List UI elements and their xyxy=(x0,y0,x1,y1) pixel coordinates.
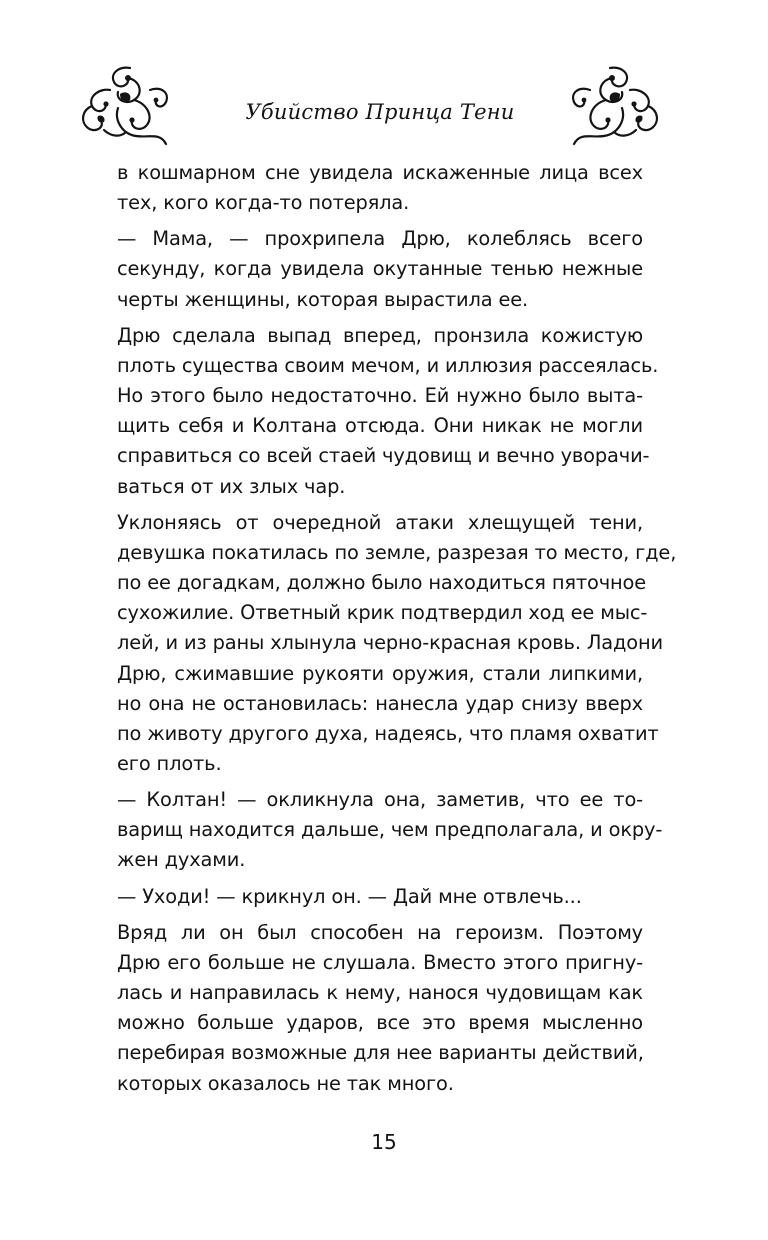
text-line: в кошмарном сне увидела искаженные лица всех xyxy=(117,161,643,184)
text-line: лей, и из раны хлынула черно-красная кровь. Ладони xyxy=(117,631,663,655)
text-line: Уклоняясь от очередной атаки хлещущей тени, xyxy=(117,510,643,534)
paragraph xyxy=(117,224,643,314)
text-line: щить себя и Колтана отсюда. Они никак не могли xyxy=(117,414,643,438)
flourish-ornament-icon xyxy=(560,60,670,150)
text-line: черты женщины, которая вырастила ее. xyxy=(117,287,529,311)
text-line: его плоть. xyxy=(117,751,222,775)
text-line: плоть существа своим мечом, и иллюзия рассеялась. xyxy=(117,353,659,377)
text-line: сухожилие. Ответный крик подтвердил ход ее мыс- xyxy=(117,601,648,625)
text-line: — Мама, — прохрипела Дрю, колеблясь всего xyxy=(117,227,643,251)
text-line: можно больше ударов, все это время мысленно xyxy=(117,1011,643,1035)
text-line: жен духами. xyxy=(117,848,246,872)
paragraph xyxy=(117,158,643,218)
text-line: по ее догадкам, должно было находиться пяточное xyxy=(117,571,647,595)
text-line: Дрю сделала выпад вперед, пронзила кожистую xyxy=(117,323,643,347)
paragraph xyxy=(117,882,643,912)
page-number: 15 xyxy=(371,1130,397,1154)
text-line: тех, кого когда-то потеряла. xyxy=(117,191,410,215)
text-line: Вряд ли он был способен на героизм. Поэтому xyxy=(117,920,643,944)
paragraph xyxy=(117,918,643,1099)
text-line: девушка покатилась по земле, разрезая то место, где, xyxy=(117,540,677,564)
paragraph xyxy=(117,508,677,779)
text-line: Дрю его больше не слушала. Вместо этого пригну- xyxy=(117,950,643,974)
running-title: Убийство Принца Тени xyxy=(245,100,515,124)
paragraph xyxy=(117,321,659,502)
text-line: справиться со всей стаей чудовищ и вечно уворачи- xyxy=(117,444,650,468)
text-line: секунду, когда увидела окутанные тенью нежные xyxy=(117,257,643,281)
text-line: лась и направилась к нему, нанося чудовищам как xyxy=(117,981,643,1005)
text-line: Дрю, сжимавшие рукояти оружия, стали липкими, xyxy=(117,661,643,685)
text-line: но она не остановилась: нанесла удар снизу вверх xyxy=(117,691,643,715)
flourish-ornament-icon xyxy=(70,60,180,150)
text-line: варищ находится дальше, чем предполагала, и окру- xyxy=(117,818,663,842)
page-header xyxy=(0,60,768,150)
text-line: которых оказалось не так много. xyxy=(117,1071,454,1095)
text-line: по животу другого духа, надеясь, что пламя охватит xyxy=(117,721,659,745)
text-line: — Уходи! — крикнул он. — Дай мне отвлечь... xyxy=(117,884,582,908)
text-line: — Колтан! — окликнула она, заметив, что ее то- xyxy=(117,788,643,812)
text-line: Но этого было недостаточно. Ей нужно было выта- xyxy=(117,384,643,408)
body-text xyxy=(117,158,677,1099)
text-line: ваться от их злых чар. xyxy=(117,474,346,498)
text-line: перебирая возможные для нее варианты действий, xyxy=(117,1041,644,1065)
paragraph xyxy=(117,785,663,875)
